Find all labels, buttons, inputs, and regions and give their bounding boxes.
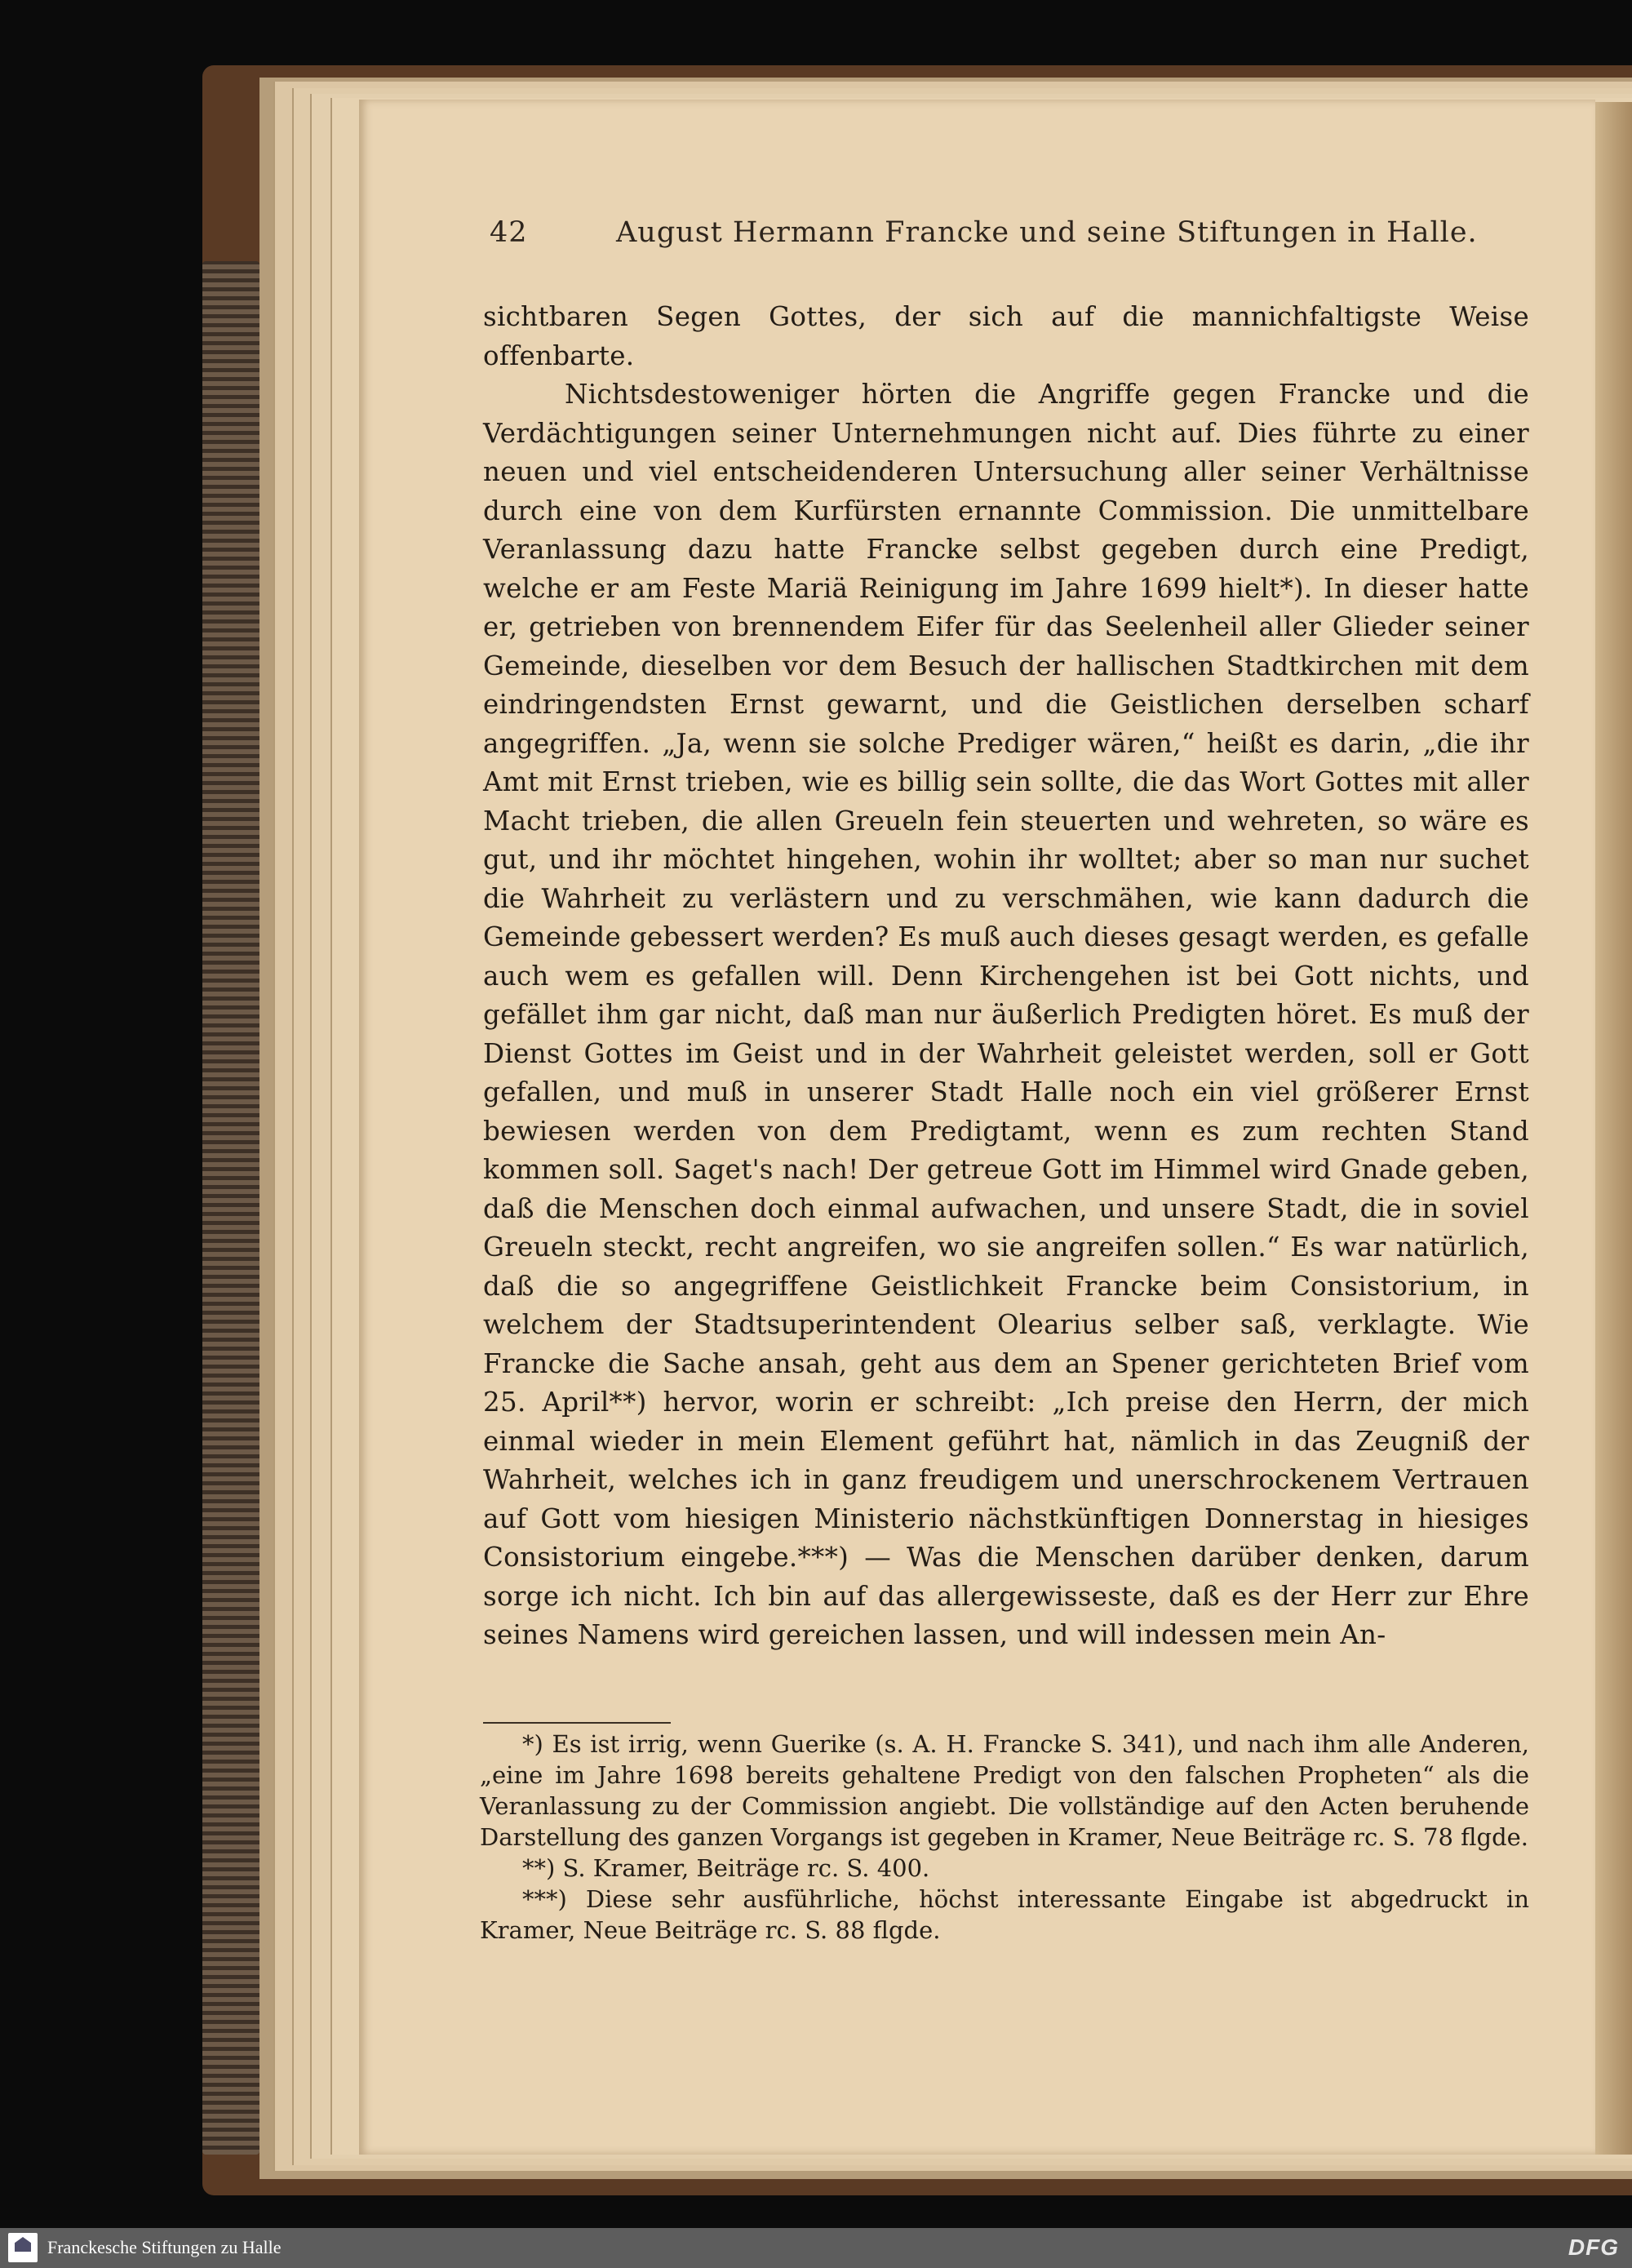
running-head	[490, 216, 1526, 265]
footnote: ***) Diese sehr ausführliche, höchst interessante Eingabe ist abgedruckt in Kramer, Neue Beiträge rc. S. 88 flgde.	[480, 1885, 1529, 1944]
page-number: 42	[490, 216, 528, 249]
footnotes	[480, 1729, 1529, 1946]
viewer-footer	[0, 2228, 1632, 2268]
institution-name[interactable]: Franckesche Stiftungen zu Halle	[47, 2237, 282, 2257]
book-fore-edge	[1595, 102, 1632, 2155]
running-head-title: August Hermann Francke und seine Stiftungen in Halle.	[616, 216, 1478, 249]
paragraph: Nichtsdestoweniger hörten die Angriffe gegen Francke und die Verdächtigungen seiner Unternehmungen nicht auf. Dies führte zu einer neuen und viel entscheidenderen Untersuchung aller seiner Verhältnisse durch eine von dem Kurfürsten ernannte Commission. Die unmittelbare Veranlassung dazu hatte Francke selbst gegeben durch eine Predigt, welche er am Feste Mariä Reinigung im Jahre 1699 hielt*). In dieser hatte er, getrieben von brennendem Eifer für das Seelenheil aller Glieder seiner Gemeinde, dieselben vor dem Besuch der hallischen Stadtkirchen mit dem eindringendsten Ernst gewarnt, und die Geistlichen derselben scharf angegriffen. „Ja, wenn sie solche Prediger wären,“ heißt es darin, „die ihr Amt mit Ernst trieben, wie es billig sein sollte, die das Wort Gottes mit aller Macht trieben, die allen Greueln fein steuerten und wehreten, so wäre es gut, und ihr möchtet hingehen, wohin ihr wolltet; aber so man nur suchet die Wahrheit zu verlästern und zu verschmähen, wie kann dadurch die Gemeinde gebessert werden? Es muß auch dieses gesagt werden, es gefalle auch wem es gefallen will. Denn Kirchengehen ist bei Gott nichts, und gefället ihm gar nicht, daß man nur äußerlich Predigten höret. Es muß der Dienst Gottes im Geist und in der Wahrheit geleistet werden, soll er Gott gefallen, und muß in unserer Stadt Halle noch ein viel größerer Ernst bewiesen werden von dem Predigtamt, wenn es zum rechten Stand kommen soll. Saget's nach! Der getreue Gott im Himmel wird Gnade geben, daß die Menschen doch einmal aufwachen, und unsere Stadt, die in soviel Greueln steckt, recht angreifen, wo sie angreifen sollen.“ Es war natürlich, daß die so angegriffene Geistlichkeit Francke beim Consistorium, in welchem der Stadtsuperintendent Olearius selber saß, verklagte. Wie Francke die Sache ansah, geht aus dem an Spener gerichteten Brief vom 25. April**) hervor, worin er schreibt: „Ich preise den Herrn, der mich einmal wieder in mein Element geführt hat, nämlich in das Zeugniß der Wahrheit, welches ich in ganz freudigem und unerschrockenem Vertrauen auf Gott vom hiesigen Ministerio nächstkünftigen Donnerstag in hiesiges Consistorium eingebe.***) — Was die Menschen darüber denken, darum sorge ich nicht. Ich bin auf das allergewisseste, daß es der Herr zur Ehre seines Namens wird gereichen lassen, und will indessen mein An-	[483, 379, 1529, 1650]
dfg-logo[interactable]: DFG	[1568, 2235, 1619, 2260]
paragraph: sichtbaren Segen Gottes, der sich auf die mannichfaltigste Weise offenbarte.	[483, 301, 1529, 371]
franckesche-stiftungen-logo-icon[interactable]	[8, 2233, 38, 2262]
footnote: **) S. Kramer, Beiträge rc. S. 400.	[522, 1854, 930, 1882]
footnote-divider	[483, 1722, 671, 1724]
marbled-board	[202, 261, 259, 2155]
footnote: *) Es ist irrig, wenn Guerike (s. A. H. Francke S. 341), und nach ihm alle Anderen, „eine im Jahre 1698 bereits gehaltene Predigt von den falschen Propheten“ als die Veranlassung zu der Commission angiebt. Die vollständige auf den Acten beruhende Darstellung des ganzen Vorgangs ist gegeben in Kramer, Neue Beiträge rc. S. 78 flgde.	[480, 1730, 1529, 1851]
body-text	[483, 298, 1529, 1655]
